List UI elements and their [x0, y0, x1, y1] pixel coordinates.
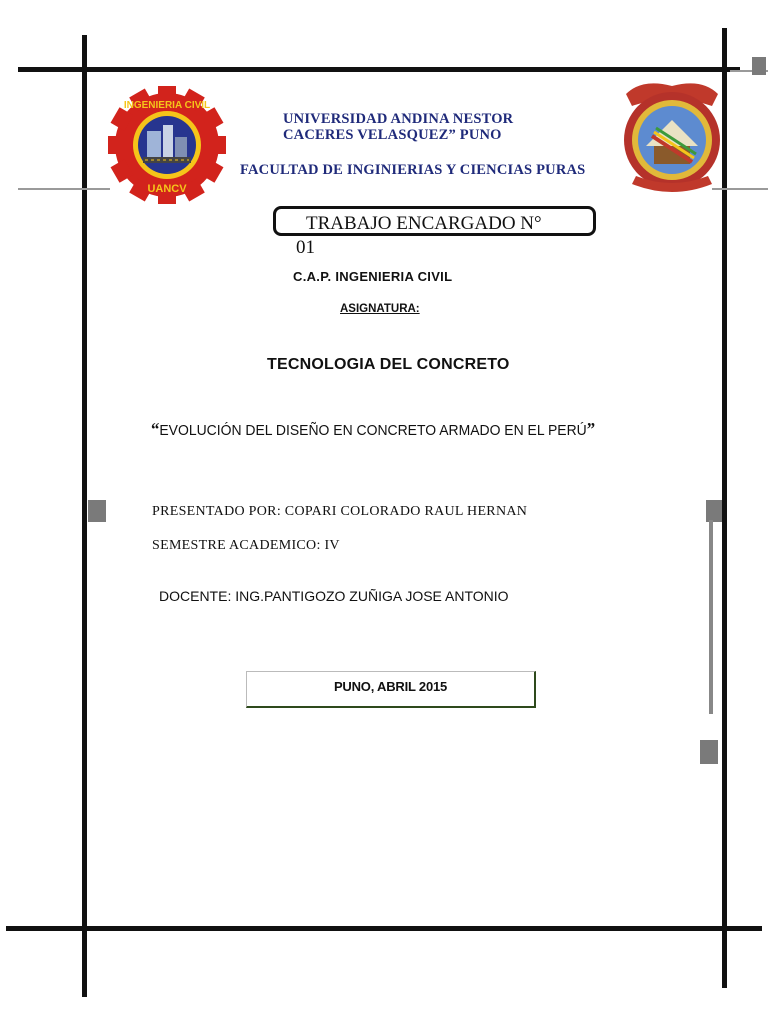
university-name	[283, 111, 583, 143]
header-divider-left	[18, 188, 110, 190]
presented-by: PRESENTADO POR: COPARI COLORADO RAUL HERNAN	[152, 504, 528, 519]
logo-ring-text-bottom: UANCV	[147, 183, 187, 195]
work-number: 01	[296, 237, 315, 258]
topic-quote-close: ”	[586, 419, 596, 439]
university-shield-logo	[612, 76, 732, 198]
university-name-line1: UNIVERSIDAD ANDINA NESTOR	[283, 111, 514, 127]
side-block-left	[88, 500, 106, 522]
place-date: PUNO, ABRIL 2015	[333, 679, 448, 694]
subject-label: ASIGNATURA:	[340, 303, 420, 315]
frame-corner-block-tr	[752, 57, 766, 75]
topic-line	[151, 419, 595, 440]
semester: SEMESTRE ACADEMICO: IV	[152, 538, 340, 553]
faculty-name: FACULTAD DE INGINIERIAS Y CIENCIAS PURAS	[240, 162, 586, 178]
university-name-line2: CACERES VELASQUEZ” PUNO	[283, 127, 502, 143]
work-title: TRABAJO ENCARGADO N°	[306, 213, 542, 234]
place-date-box	[246, 671, 536, 708]
logo-ring-text-top: INGENIERIA CIVIL	[123, 100, 211, 111]
topic-text: EVOLUCIÓN DEL DISEÑO EN CONCRETO ARMADO EN EL PERÚ	[159, 422, 587, 439]
topic-quote-open: “	[151, 419, 160, 439]
frame-left-line	[82, 35, 87, 997]
side-block-right-bottom	[700, 740, 718, 764]
frame-bottom-line	[6, 926, 762, 931]
teacher: DOCENTE: ING.PANTIGOZO ZUÑIGA JOSE ANTONIO	[159, 588, 509, 604]
frame-top-line	[18, 67, 740, 72]
civil-engineering-logo	[108, 86, 226, 204]
program-name: C.A.P. INGENIERIA CIVIL	[293, 269, 453, 284]
side-block-right-top	[706, 500, 722, 522]
subject-title: TECNOLOGIA DEL CONCRETO	[267, 356, 510, 373]
side-bar-right	[709, 520, 713, 714]
